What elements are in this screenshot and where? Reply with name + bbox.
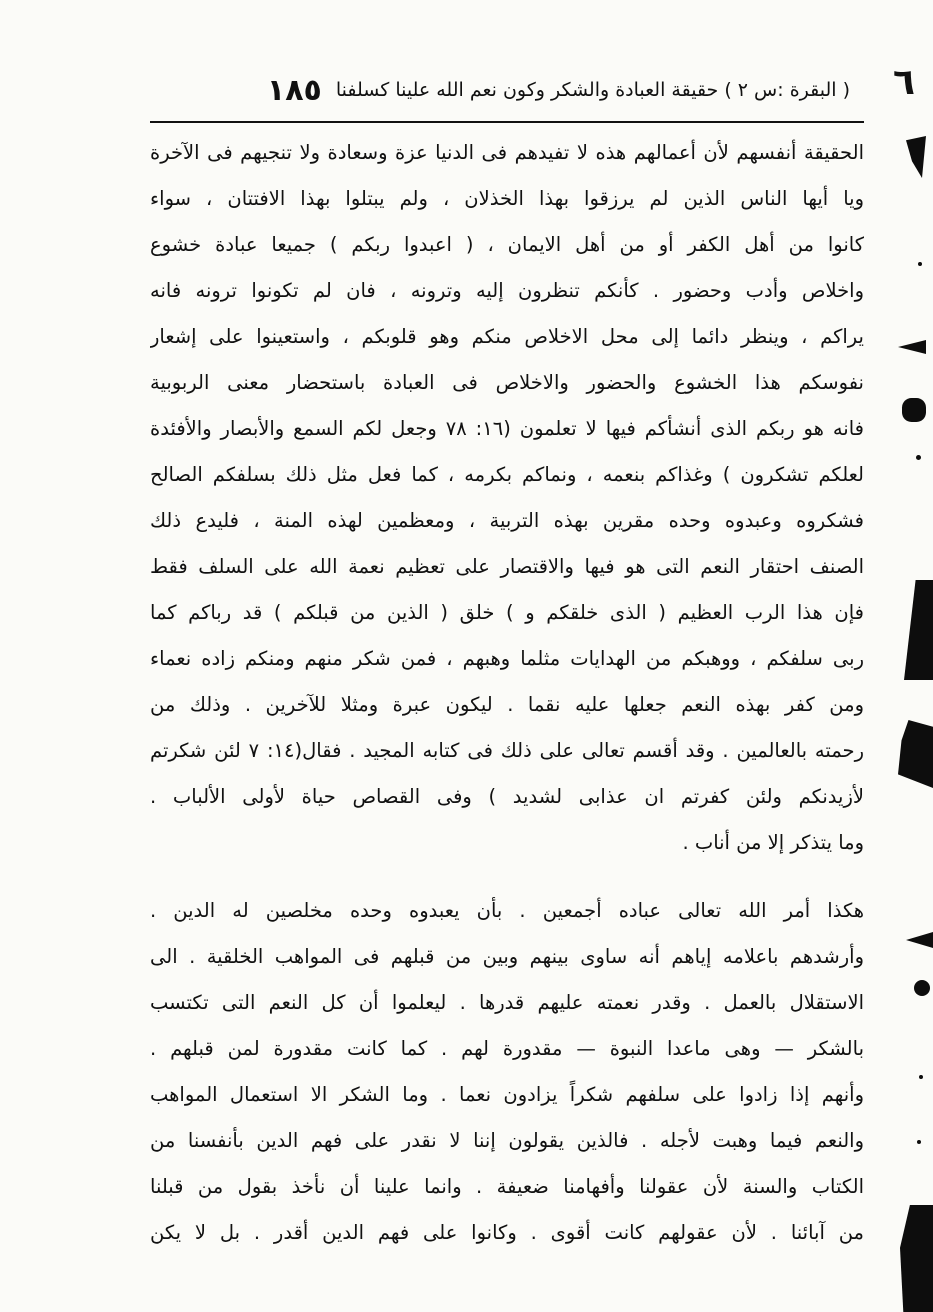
scan-edge-mark xyxy=(916,455,921,460)
text-line-paragraph-end: وما يتذكر إلا من أناب . xyxy=(682,831,864,854)
running-header xyxy=(150,70,850,110)
text-line: نفوسكم هذا الخشوع والحضور والاخلاص فى العبادة باستحضار معنى الربوبية xyxy=(150,371,864,394)
text-line: فإن هذا الرب العظيم ( الذى خلقكم و ) خلق ( الذين من قبلكم ) قد رباكم كما xyxy=(150,601,864,624)
text-line: وأرشدهم باعلامه إياهم أنه ساوى بينهم وبين من قبلهم فى المواهب الخلقية . الى xyxy=(150,945,864,968)
text-line: من آبائنا . لأن عقولهم كانت أقوى . وكانوا على فهم الدين أقدر . بل لا يكن xyxy=(150,1221,864,1244)
text-line: الاستقلال بالعمل . وقدر نعمته عليهم قدرها . ليعلموا أن كل النعم التى تكتسب xyxy=(150,991,864,1014)
header-rule xyxy=(150,121,864,123)
scan-edge-mark xyxy=(902,398,926,422)
text-line: يراكم ، وينظر دائما إلى محل الاخلاص منكم وهو قلوبكم ، واستعينوا على إشعار xyxy=(150,325,864,348)
scan-edge-mark xyxy=(906,932,933,948)
text-line: وأنهم إذا زادوا على سلفهم شكراً يزادون نعما . وما الشكر الا استعمال المواهب xyxy=(150,1083,864,1106)
text-line: لعلكم تشكرون ) وغذاكم بنعمه ، ونماكم بكرمه ، كما فعل مثل ذلك بسلفكم الصالح xyxy=(150,463,864,486)
scan-edge-mark xyxy=(919,1075,923,1079)
text-line: هكذا أمر الله تعالى عباده أجمعين . بأن يعبدوه وحده مخلصين له الدين . xyxy=(150,899,864,922)
text-line: لأزيدنكم ولئن كفرتم ان عذابى لشديد ) وفى القصاص حياة لأولى الألباب . xyxy=(150,785,864,808)
scan-edge-mark xyxy=(917,1140,921,1144)
scan-edge-mark xyxy=(914,980,930,996)
running-header-title: ( البقرة :س ٢ ) حقيقة العبادة والشكر وكون نعم الله علينا كسلفنا xyxy=(335,79,850,101)
text-line: الصنف احتقار النعم التى هو فيها والاقتصار على تعظيم نعمة الله على السلف فقط xyxy=(150,555,864,578)
text-line: ويا أيها الناس الذين لم يرزقوا بهذا الخذلان ، ولم يبتلوا بهذا الافتتان ، سواء xyxy=(150,187,864,210)
scan-edge-mark xyxy=(918,262,922,266)
scan-edge-mark xyxy=(900,1205,933,1312)
text-line: الكتاب والسنة لأن عقولنا وأفهامنا ضعيفة . وانما علينا أن نأخذ بقول من قبلنا xyxy=(150,1175,864,1198)
text-line: الحقيقة أنفسهم لأن أعمالهم هذه لا تفيدهم فى الدنيا عزة وسعادة ولا تنجيهم فى الآخرة xyxy=(150,141,864,164)
text-line: ومن كفر بهذه النعم جعلها عليه نقما . ليكون عبرة ومثلا للآخرين . وذلك من xyxy=(150,693,864,716)
scan-edge-mark xyxy=(904,580,933,680)
scan-edge-mark xyxy=(906,136,926,178)
scan-edge-mark xyxy=(898,720,933,788)
page-number: ١٨٥ xyxy=(266,72,322,108)
text-line: واخلاص وأدب وحضور . كأنكم تنظرون إليه وترونه ، فان لم تكونوا ترونه فانه xyxy=(150,279,864,302)
text-line: رحمته بالعالمين . وقد أقسم تعالى على ذلك فى كتابه المجيد . فقال(١٤: ٧ لئن شكرتم xyxy=(150,739,864,762)
text-line: فانه هو ربكم الذى أنشأكم فيها لا تعلمون (١٦: ٧٨ وجعل لكم السمع والأبصار والأفئدة xyxy=(150,417,864,440)
page-corner-glyph: ٦ xyxy=(893,62,915,103)
text-line: كانوا من أهل الكفر أو من أهل الايمان ، ( اعبدوا ربكم ) جميعا عبادة خشوع xyxy=(150,233,864,256)
text-line: فشكروه وعبدوه وحده مقرين بهذه التربية ، ومعظمين لهذه المنة ، فليدع ذلك xyxy=(150,509,864,532)
text-line: بالشكر — وهى ماعدا النبوة — مقدورة لهم . كما كانت مقدورة لمن قبلهم . xyxy=(150,1037,864,1060)
body-text xyxy=(150,130,864,1256)
text-line: ربى سلفكم ، ووهبكم من الهدايات مثلما وهبهم ، فمن شكر منهم ومنكم زاده نعماء xyxy=(150,647,864,670)
paragraph-gap xyxy=(150,866,864,888)
scan-edge-mark xyxy=(898,340,926,354)
text-line: والنعم فيما وهبت لأجله . فالذين يقولون إننا لا نقدر على فهم الدين بأنفسنا من xyxy=(150,1129,864,1152)
